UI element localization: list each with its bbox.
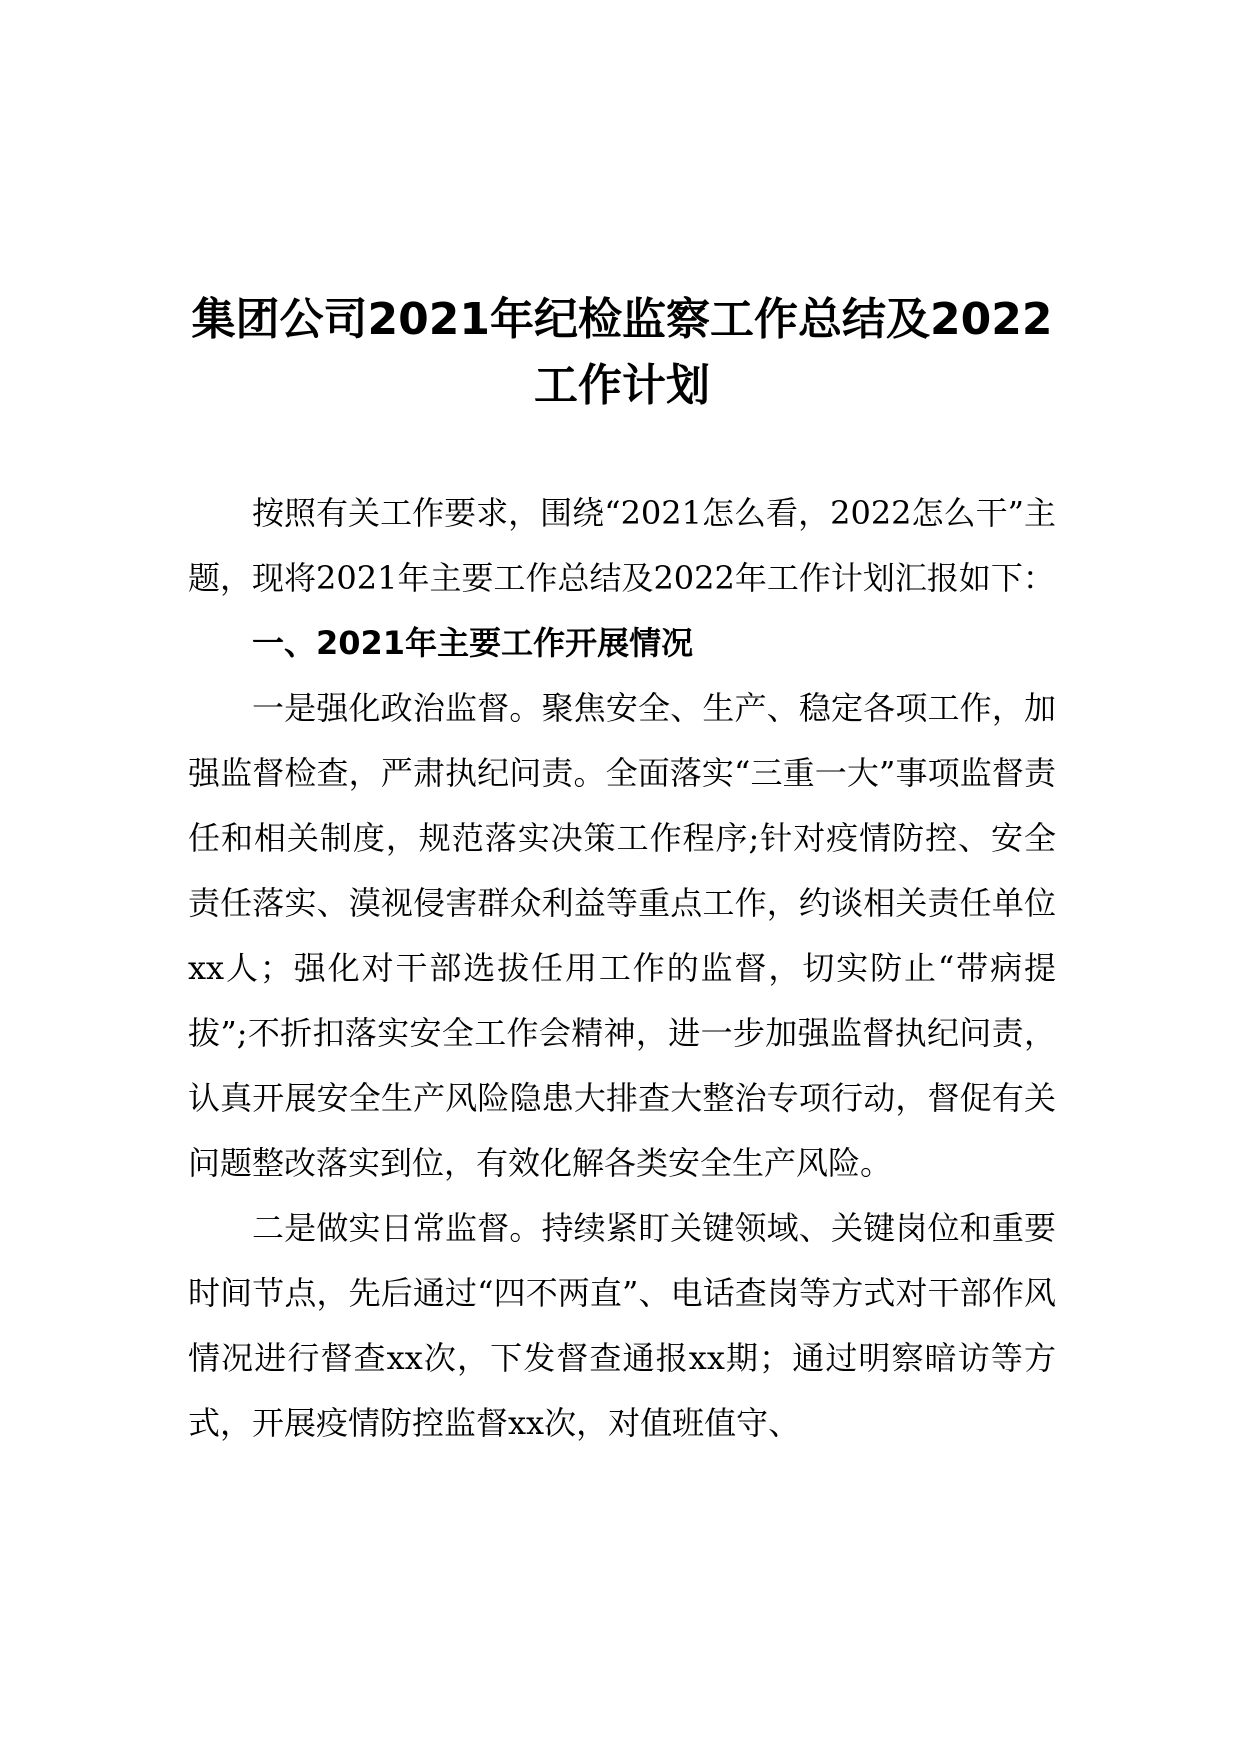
section-heading: 一、2021年主要工作开展情况 — [252, 624, 694, 662]
body-paragraph-2: 二是做实日常监督。持续紧盯关键领域、关键岗位和重要时间节点，先后通过“四不两直”、电话查岗等方式对干部作风情况进行督查xx次，下发督查通报xx期；通过明察暗访等方式，开展疫情防控监督xx次，对值班值守、 — [188, 1209, 1056, 1442]
document-title-line-1: 集团公司2021年纪检监察工作总结及2022 — [191, 294, 1053, 345]
intro-paragraph: 按照有关工作要求，围绕“2021怎么看，2022怎么干”主题，现将2021年主要工作总结及2022年工作计划汇报如下： — [188, 494, 1056, 597]
body-paragraph-1: 一是强化政治监督。聚焦安全、生产、稳定各项工作，加强监督检查，严肃执纪问责。全面落实“三重一大”事项监督责任和相关制度，规范落实决策工作程序;针对疫情防控、安全责任落实、漠视侵害群众利益等重点工作，约谈相关责任单位xx人；强化对干部选拔任用工作的监督，切实防止“带病提拔”;不折扣落实安全工作会精神，进一步加强监督执纪问责，认真开展安全生产风险隐患大排查大整治专项行动，督促有关问题整改落实到位，有效化解各类安全生产风险。 — [188, 689, 1056, 1182]
document-body — [188, 287, 1056, 1456]
document-title — [188, 287, 1056, 419]
document-title-line-2: 工作计划 — [534, 360, 710, 411]
